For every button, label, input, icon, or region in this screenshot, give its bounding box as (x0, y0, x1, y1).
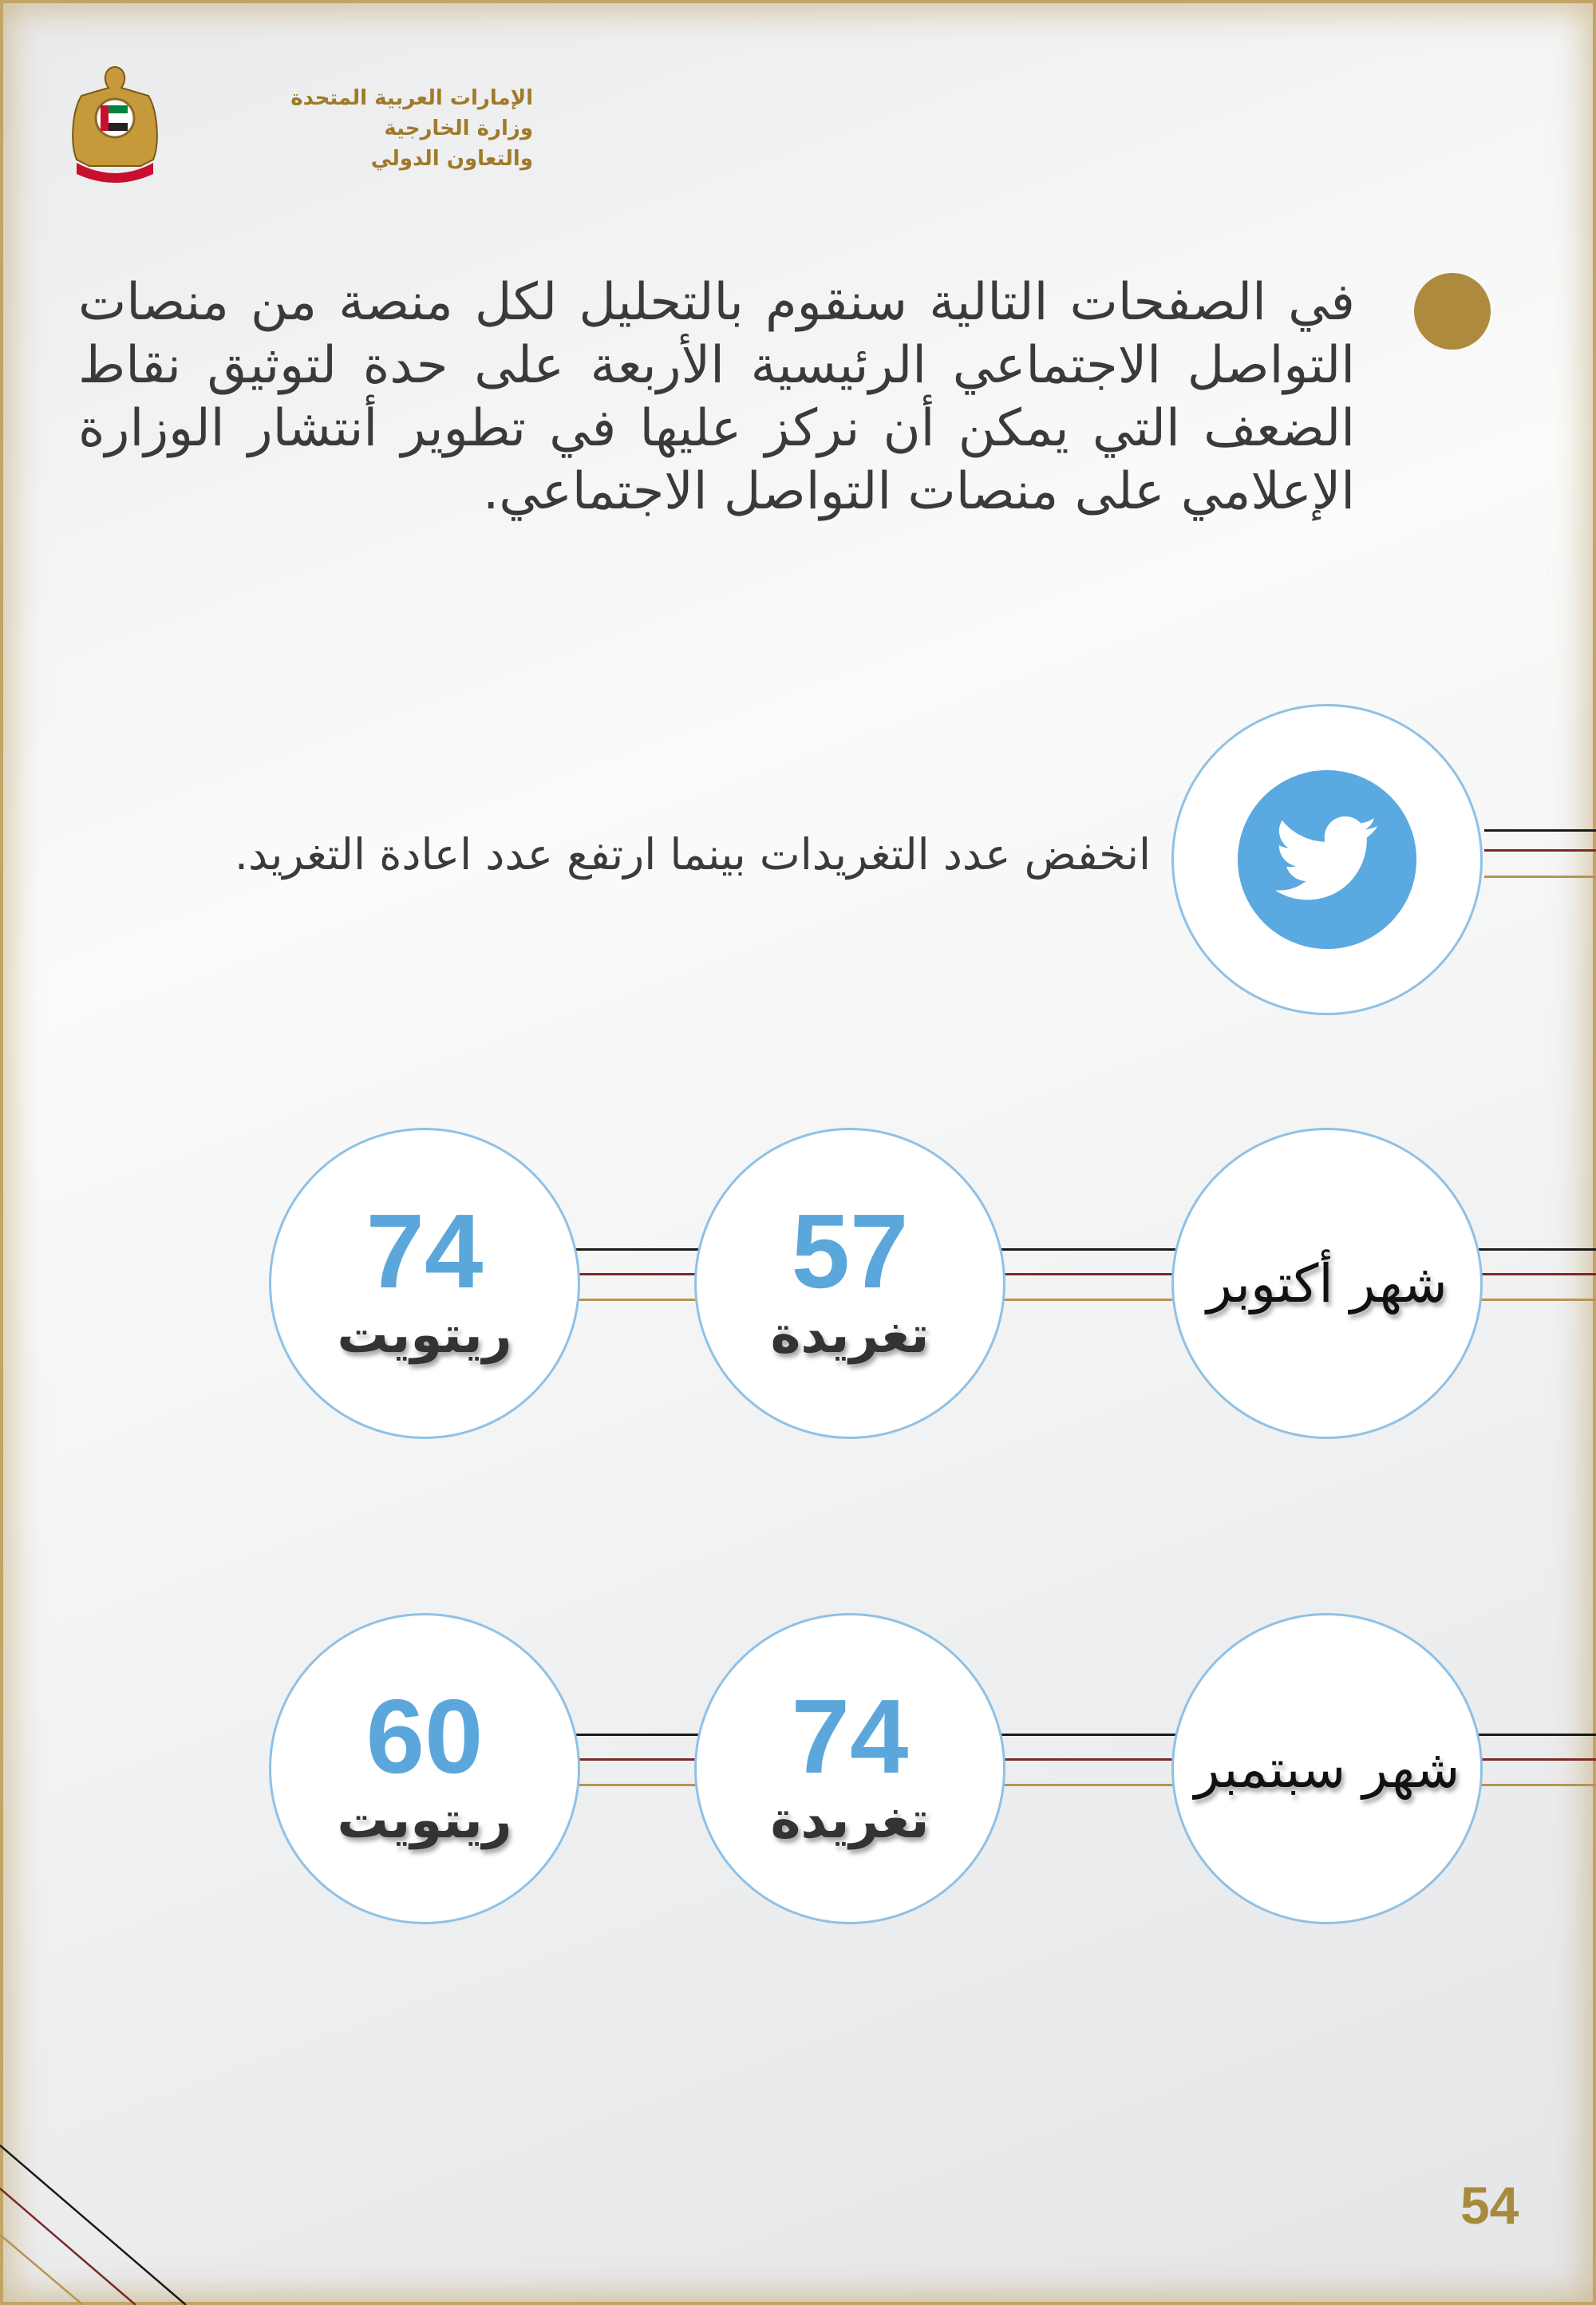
tweets-circle (694, 1613, 1005, 1924)
connector-line (1484, 876, 1596, 878)
org-line-2: وزارة الخارجية (384, 117, 533, 140)
month-circle (1171, 1613, 1483, 1924)
tweets-count: 57 (791, 1192, 909, 1310)
ministry-name (182, 83, 533, 174)
retweets-circle (269, 1128, 580, 1439)
retweets-count: 60 (365, 1678, 484, 1795)
twitter-summary: انخفض عدد التغريدات بينما ارتفع عدد اعادة التغريد. (234, 829, 1151, 880)
twitter-icon (1238, 770, 1416, 949)
org-line-1: الإمارات العربية المتحدة (290, 86, 533, 110)
twitter-circle (1171, 704, 1483, 1015)
org-line-3: والتعاون الدولي (370, 147, 533, 171)
decorative-diagonal-lines (0, 2075, 319, 2305)
retweets-label: ريتويت (337, 1306, 512, 1365)
month-label: شهر أكتوبر (1207, 1252, 1448, 1315)
connector-line (1484, 829, 1596, 832)
bullet-dot (1414, 273, 1491, 350)
retweets-circle (269, 1613, 580, 1924)
intro-paragraph: في الصفحات التالية سنقوم بالتحليل لكل منصة من منصات التواصل الاجتماعي الرئيسية الأربعة على حدة لتوثيق نقاط الضعف التي يمكن أن نركز عليها في تطوير أنتشار الوزارة الإعلامي على منصات التواصل الاجتماعي. (78, 273, 1355, 521)
tweets-count: 74 (791, 1678, 909, 1795)
tweets-circle (694, 1128, 1005, 1439)
page-number: 54 (1460, 2176, 1519, 2235)
retweets-label: ريتويت (337, 1791, 512, 1850)
tweets-label: تغريدة (770, 1306, 930, 1365)
uae-emblem-icon (65, 64, 164, 185)
month-label: شهر سبتمبر (1194, 1738, 1460, 1800)
connector-line (1484, 849, 1596, 852)
month-circle (1171, 1128, 1483, 1439)
tweets-label: تغريدة (770, 1791, 930, 1850)
retweets-count: 74 (365, 1192, 484, 1310)
